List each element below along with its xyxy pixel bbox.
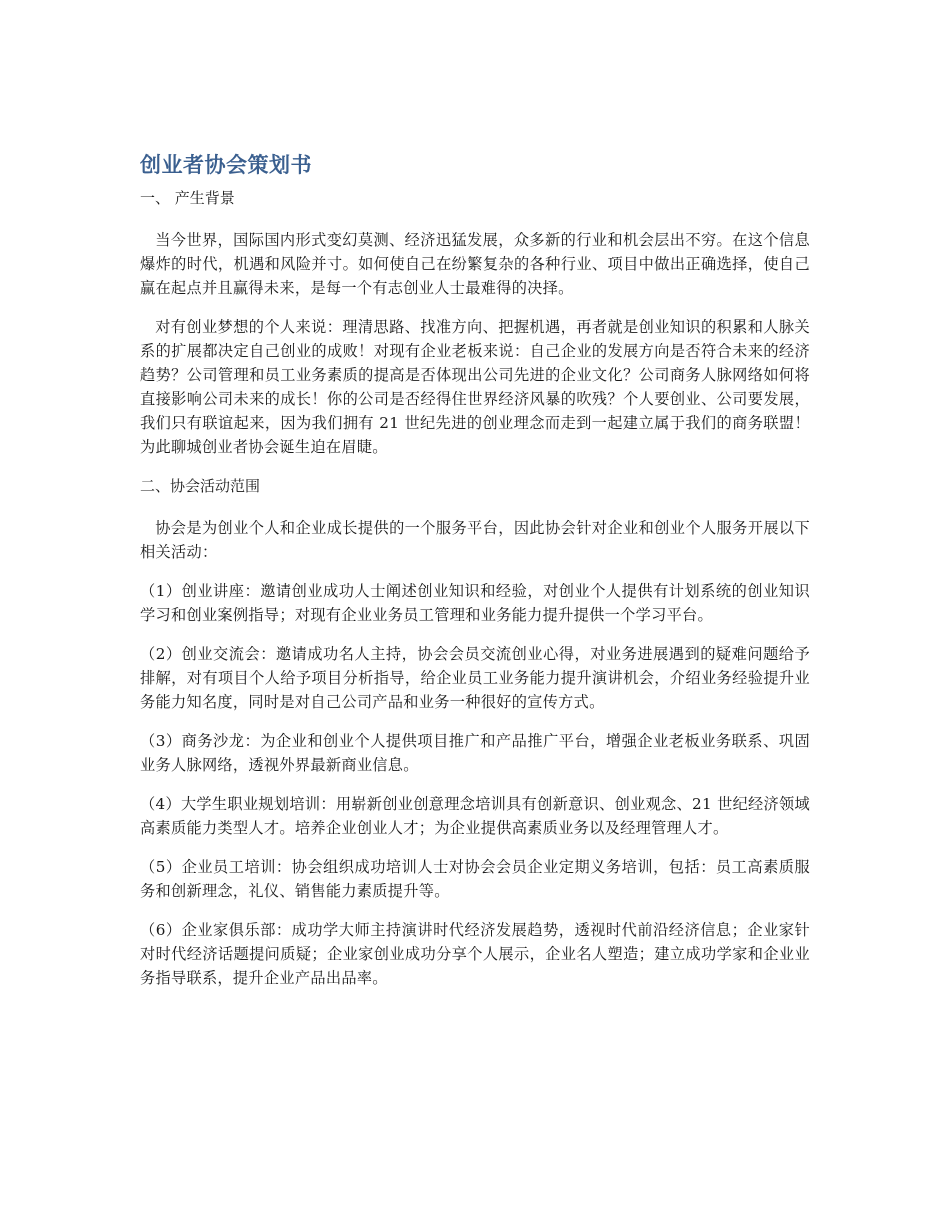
activity-item-3: （3）商务沙龙：为企业和创业个人提供项目推广和产品推广平台，增强企业老板业务联系、巩固业务人脉网络，透视外界最新商业信息。 [140,732,810,774]
paragraph-background-2: 对有创业梦想的个人来说：理清思路、找准方向、把握机遇，再者就是创业知识的积累和人脉关系的扩展都决定自己创业的成败！对现有企业老板来说：自己企业的发展方向是否符合未来的经济趋势？公司管理和员工业务素质的提高是否体现出公司先进的企业文化？公司商务人脉网络如何将直接影响公司未来的成长！你的公司是否经得住世界经济风暴的吹残？个人要创业、公司要发展，我们只有联谊起来，因为我们拥有 21 世纪先进的创业理念而走到一起建立属于我们的商务联盟！为此聊城创业者协会诞生迫在眉睫。 [140,318,810,456]
document-page [140,150,810,1005]
activity-item-1: （1）创业讲座：邀请创业成功人士阐述创业知识和经验，对创业个人提供有计划系统的创业知识学习和创业案例指导；对现有企业业务员工管理和业务能力提升提供一个学习平台。 [140,582,810,624]
activity-item-2: （2）创业交流会：邀请成功名人主持，协会会员交流创业心得，对业务进展遇到的疑难问题给予排解，对有项目个人给予项目分析指导，给企业员工业务能力提升演讲机会，介绍业务经验提升业务能力知名度，同时是对自己公司产品和业务一种很好的宣传方式。 [140,645,810,711]
paragraph-background-1: 当今世界，国际国内形式变幻莫测、经济迅猛发展，众多新的行业和机会层出不穷。在这个信息爆炸的时代，机遇和风险并寸。如何使自己在纷繁复杂的各种行业、项目中做出正确选择，使自己赢在起点并且赢得未来，是每一个有志创业人士最难得的决择。 [140,231,810,297]
activity-item-5: （5）企业员工培训：协会组织成功培训人士对协会会员企业定期义务培训，包括：员工高素质服务和创新理念，礼仪、销售能力素质提升等。 [140,858,810,900]
document-title: 创业者协会策划书 [140,153,312,177]
section-heading-background: 一、 产生背景 [140,189,235,207]
paragraph-activities-intro: 协会是为创业个人和企业成长提供的一个服务平台，因此协会针对企业和创业个人服务开展以下相关活动： [140,519,810,561]
activity-item-4: （4）大学生职业规划培训：用崭新创业创意理念培训具有创新意识、创业观念、21 世纪经济领域高素质能力类型人才。培养企业创业人才；为企业提供高素质业务以及经理管理人才。 [140,795,811,837]
activity-item-6: （6）企业家俱乐部：成功学大师主持演讲时代经济发展趋势，透视时代前沿经济信息；企业家针对时代经济话题提问质疑；企业家创业成功分享个人展示，企业名人塑造；建立成功学家和企业业务指导联系，提升企业产品出品率。 [140,921,810,987]
section-heading-activities: 二、协会活动范围 [140,477,261,495]
